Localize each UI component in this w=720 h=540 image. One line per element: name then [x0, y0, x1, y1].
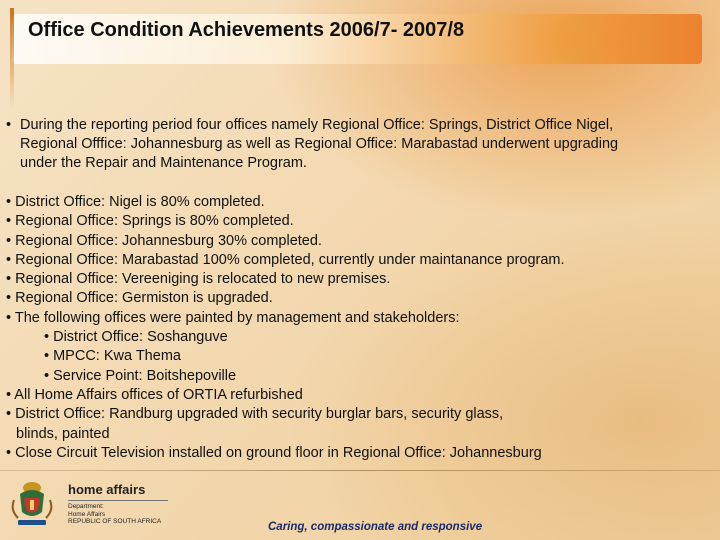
logo-name: home affairs: [68, 482, 146, 497]
list-item: • Regional Office: Springs is 80% completed.: [6, 213, 294, 230]
list-subitem: • MPCC: Kwa Thema: [44, 348, 181, 365]
list-subitem: • Service Point: Boitshepoville: [44, 367, 237, 384]
intro-line-2: Regional Offfice: Johannesburg as well as Regional Office: Marabastad underwent upgrading: [20, 136, 619, 152]
list-item: • Regional Office: Germiston is upgraded.: [6, 290, 273, 307]
logo-rule: [68, 500, 168, 501]
list-subitem: • District Office: Soshanguve: [44, 329, 228, 346]
left-accent: [10, 8, 14, 108]
slide-title: Office Condition Achievements 2006/7- 2007/8: [28, 19, 465, 41]
logo-subtitle: [68, 503, 188, 526]
list-item: • Regional Office: Marabastad 100% completed, currently under maintanance program.: [6, 251, 565, 268]
coat-of-arms-icon: [10, 478, 54, 528]
intro-bullet: •: [6, 117, 12, 133]
intro-line-3: under the Repair and Maintenance Program.: [20, 155, 307, 171]
home-affairs-logo: [10, 478, 170, 528]
list-item: • District Office: Randburg upgraded with security burglar bars, security glass,: [6, 406, 504, 423]
logo-line-2: Home Affairs: [68, 510, 106, 518]
list-item: • Close Circuit Television installed on ground floor in Regional Office: Johannesburg: [6, 444, 542, 461]
list-item: • The following offices were painted by management and stakeholders:: [6, 309, 460, 326]
logo-line-1: Department:: [68, 503, 104, 510]
list-item: • Regional Office: Vereeniging is relocated to new premises.: [6, 271, 391, 288]
list-item: • Regional Office: Johannesburg 30% completed.: [6, 232, 322, 249]
intro-line-1: During the reporting period four offices namely Regional Office: Springs, District Office Nigel,: [20, 117, 614, 133]
logo-line-3: REPUBLIC OF SOUTH AFRICA: [68, 518, 162, 525]
achievement-list: [6, 193, 711, 463]
footer-divider: [0, 470, 720, 471]
list-item: • All Home Affairs offices of ORTIA refurbished: [6, 386, 303, 403]
list-item-continuation: blinds, painted: [16, 425, 110, 442]
footer-tagline: Caring, compassionate and responsive: [268, 521, 483, 533]
intro-paragraph: [6, 116, 706, 173]
list-item: • District Office: Nigel is 80% completed.: [6, 194, 265, 210]
